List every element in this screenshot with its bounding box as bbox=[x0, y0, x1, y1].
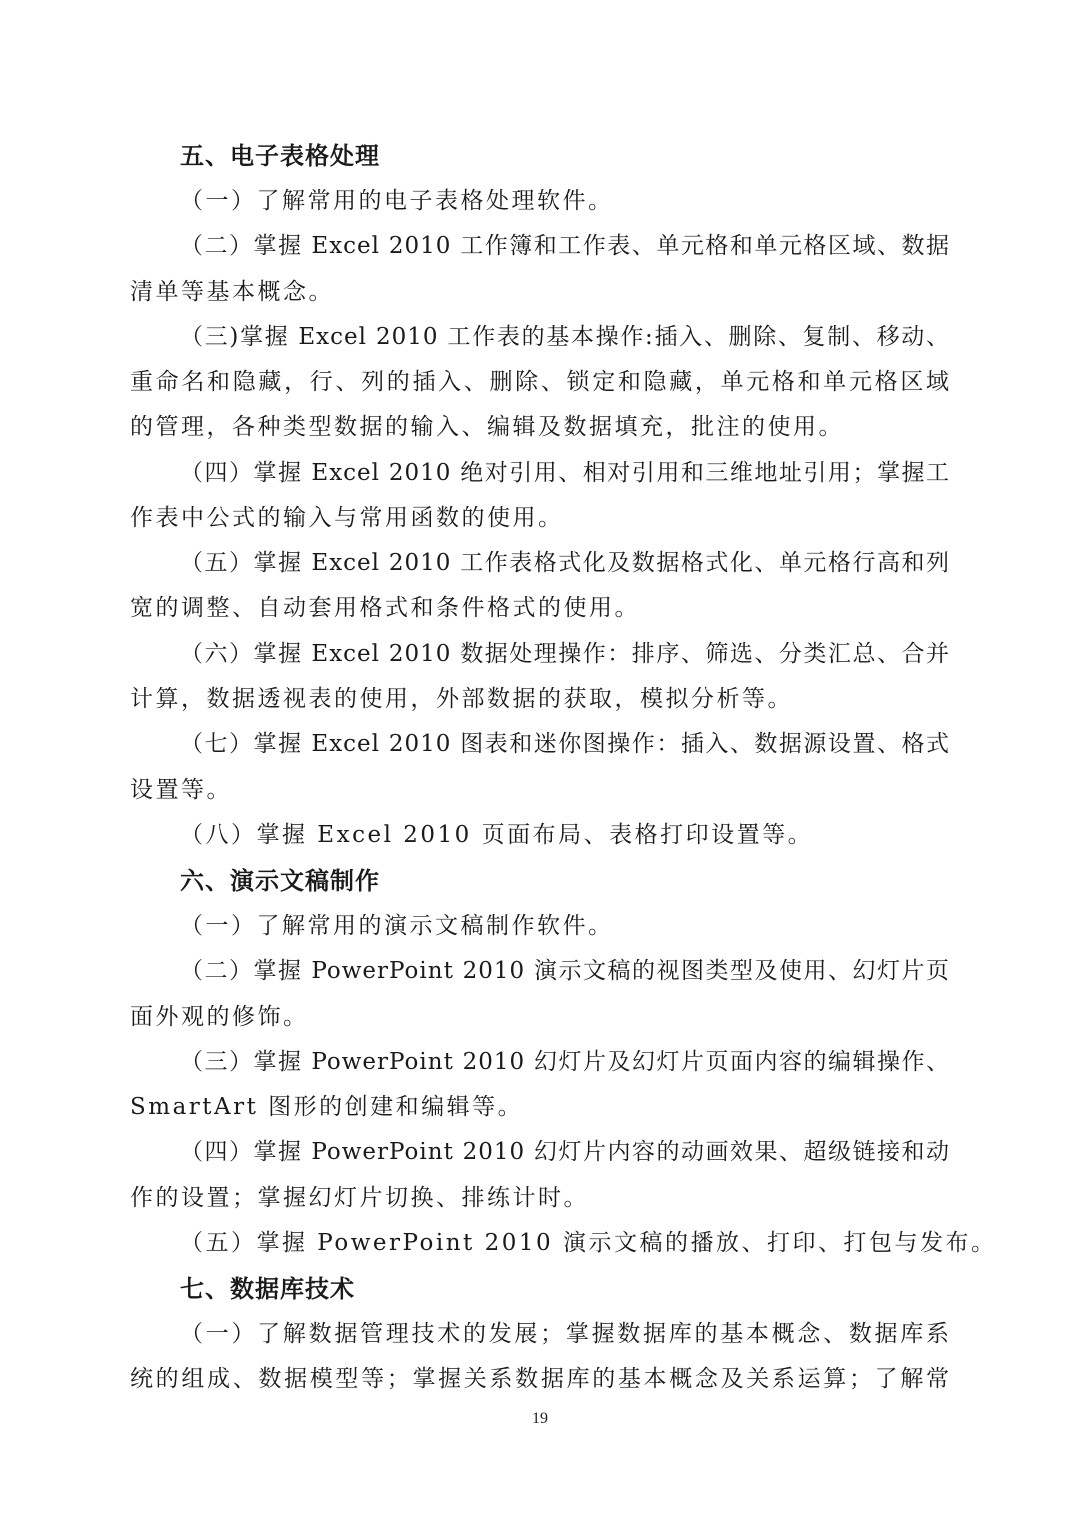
section-heading-7: 七、数据库技术 bbox=[180, 1275, 355, 1303]
section-heading-5: 五、电子表格处理 bbox=[180, 142, 380, 170]
item-5-5-line-2: 宽的调整、自动套用格式和条件格式的使用。 bbox=[130, 595, 640, 621]
item-5-7-line-2: 设置等。 bbox=[130, 777, 232, 803]
item-6-2-line-1: （二）掌握 PowerPoint 2010 演示文稿的视图类型及使用、幻灯片页 bbox=[180, 958, 950, 984]
item-5-7-line-1: （七）掌握 Excel 2010 图表和迷你图操作：插入、数据源设置、格式 bbox=[180, 731, 950, 757]
item-6-5-line-1: （五）掌握 PowerPoint 2010 演示文稿的播放、打印、打包与发布。 bbox=[180, 1230, 997, 1256]
item-5-4-line-2: 作表中公式的输入与常用函数的使用。 bbox=[130, 505, 564, 531]
item-6-4-line-1: （四）掌握 PowerPoint 2010 幻灯片内容的动画效果、超级链接和动 bbox=[180, 1139, 950, 1165]
item-5-5-line-1: （五）掌握 Excel 2010 工作表格式化及数据格式化、单元格行高和列 bbox=[180, 550, 950, 576]
item-5-1-line-1: （一）了解常用的电子表格处理软件。 bbox=[180, 188, 614, 214]
section-heading-6: 六、演示文稿制作 bbox=[180, 867, 380, 895]
item-6-2-line-2: 面外观的修饰。 bbox=[130, 1004, 309, 1030]
item-6-4-line-2: 作的设置；掌握幻灯片切换、排练计时。 bbox=[130, 1185, 589, 1211]
item-5-6-line-2: 计算，数据透视表的使用，外部数据的获取，模拟分析等。 bbox=[130, 686, 793, 712]
item-5-4-line-1: （四）掌握 Excel 2010 绝对引用、相对引用和三维地址引用；掌握工 bbox=[180, 460, 950, 486]
item-5-2-line-2: 清单等基本概念。 bbox=[130, 279, 334, 305]
item-6-1-line-1: （一）了解常用的演示文稿制作软件。 bbox=[180, 913, 614, 939]
item-6-3-line-2: SmartArt 图形的创建和编辑等。 bbox=[130, 1094, 524, 1120]
item-5-3-line-2: 重命名和隐藏，行、列的插入、删除、锁定和隐藏，单元格和单元格区域 bbox=[130, 369, 950, 395]
item-6-3-line-1: （三）掌握 PowerPoint 2010 幻灯片及幻灯片页面内容的编辑操作、 bbox=[180, 1049, 950, 1075]
item-5-3-line-3: 的管理，各种类型数据的输入、编辑及数据填充，批注的使用。 bbox=[130, 414, 844, 440]
item-5-3-line-1: （三)掌握 Excel 2010 工作表的基本操作:插入、删除、复制、移动、 bbox=[180, 324, 950, 350]
page-number: 19 bbox=[532, 1410, 548, 1427]
item-7-1-line-1: （一）了解数据管理技术的发展；掌握数据库的基本概念、数据库系 bbox=[180, 1321, 950, 1347]
item-5-6-line-1: （六）掌握 Excel 2010 数据处理操作：排序、筛选、分类汇总、合并 bbox=[180, 641, 950, 667]
item-5-2-line-1: （二）掌握 Excel 2010 工作簿和工作表、单元格和单元格区域、数据 bbox=[180, 233, 950, 259]
item-5-8-line-1: （八）掌握 Excel 2010 页面布局、表格打印设置等。 bbox=[180, 822, 814, 848]
item-7-1-line-2: 统的组成、数据模型等；掌握关系数据库的基本概念及关系运算；了解常 bbox=[130, 1366, 950, 1392]
